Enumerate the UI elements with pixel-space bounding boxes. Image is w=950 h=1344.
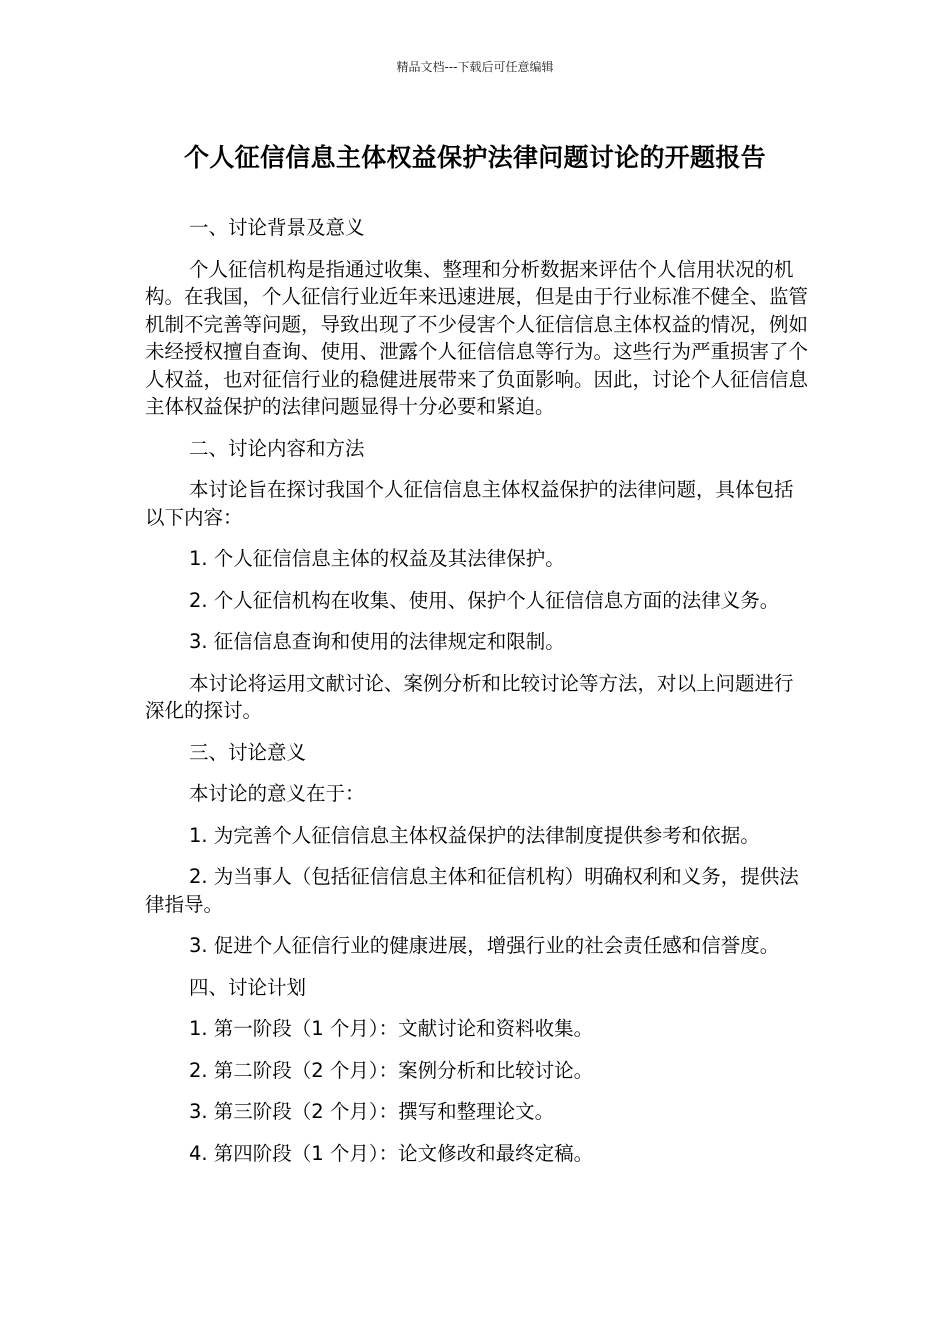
section-3-item: 1. 为完善个人征信信息主体权益保护的法律制度提供参考和依据。 xyxy=(189,823,760,847)
section-3-item: 2. 为当事人（包括征信信息主体和征信机构）明确权利和义务，提供法律指导。 xyxy=(145,865,799,916)
section-4-item: 2. 第二阶段（2 个月）：案例分析和比较讨论。 xyxy=(189,1058,594,1082)
page-header: 精品文档---下载后可任意编辑 xyxy=(396,60,554,74)
section-4-item: 1. 第一阶段（1 个月）：文献讨论和资料收集。 xyxy=(189,1017,594,1040)
section-2-method: 本讨论将运用文献讨论、案例分析和比较讨论等方法，对以上问题进行深化的探讨。 xyxy=(145,671,794,722)
section-1-paragraph: 个人征信机构是指通过收集、整理和分析数据来评估个人信用状况的机构。在我国，个人征信行业近年来迅速进展，但是由于行业标准不健全、监管机制不完善等问题，导致出现了不少侵害个人征信信息主体权益的情况，例如未经授权擅自查询、使用、泄露个人征信信息等行为。这些行为严重损害了个人权益，也对征信行业的稳健进展带来了负面影响。因此，讨论个人征信信息主体权益保护的法律问题显得十分必要和紧迫。 xyxy=(145,257,809,418)
section-2-item: 2. 个人征信机构在收集、使用、保护个人征信信息方面的法律义务。 xyxy=(189,588,780,612)
section-1-heading: 一、讨论背景及意义 xyxy=(189,216,365,239)
section-4-heading: 四、讨论计划 xyxy=(189,975,307,999)
section-4-item: 4. 第四阶段（1 个月）：论文修改和最终定稿。 xyxy=(189,1141,594,1165)
section-2-item: 3. 征信信息查询和使用的法律规定和限制。 xyxy=(189,630,565,653)
section-4-item: 3. 第三阶段（2 个月）：撰写和整理论文。 xyxy=(189,1100,555,1123)
section-3-intro: 本讨论的意义在于： xyxy=(189,782,365,805)
document-title: 个人征信信息主体权益保护法律问题讨论的开题报告 xyxy=(184,143,766,172)
section-3-heading: 三、讨论意义 xyxy=(189,740,307,764)
section-2-intro: 本讨论旨在探讨我国个人征信信息主体权益保护的法律问题，具体包括以下内容： xyxy=(145,478,794,529)
section-2-item: 1. 个人征信信息主体的权益及其法律保护。 xyxy=(189,547,565,570)
section-2-heading: 二、讨论内容和方法 xyxy=(189,436,365,460)
document-body xyxy=(145,214,810,1167)
section-3-item: 3. 促进个人征信行业的健康进展，增强行业的社会责任感和信誉度。 xyxy=(189,934,780,957)
